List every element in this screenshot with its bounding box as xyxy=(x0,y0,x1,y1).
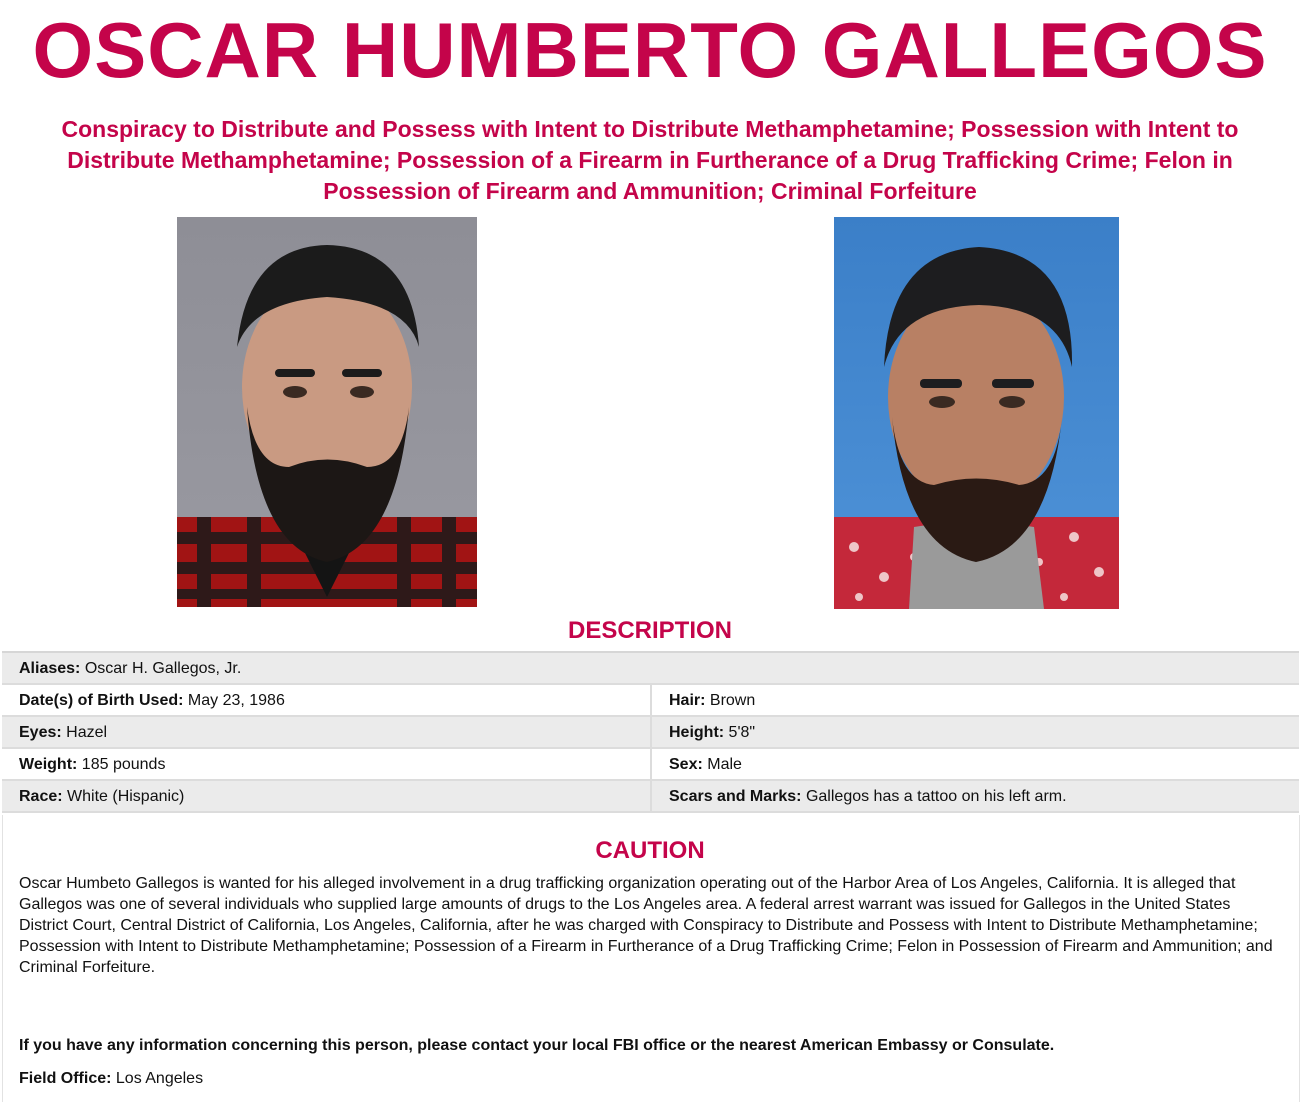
hair-label: Hair: xyxy=(669,692,706,709)
description-heading: DESCRIPTION xyxy=(567,617,732,644)
table-row xyxy=(2,781,1299,813)
sex-label: Sex: xyxy=(669,756,703,773)
field-office xyxy=(19,1069,203,1089)
hair-cell xyxy=(652,685,1299,715)
field-office-label: Field Office: xyxy=(19,1070,112,1087)
height-cell xyxy=(652,717,1299,747)
dob-value: May 23, 1986 xyxy=(183,692,285,709)
suspect-photo-right xyxy=(834,217,1119,609)
scars-value: Gallegos has a tattoo on his left arm. xyxy=(801,788,1067,805)
sex-cell xyxy=(652,749,1299,779)
table-row xyxy=(2,653,1299,685)
hair-value: Brown xyxy=(705,692,756,709)
field-office-value: Los Angeles xyxy=(111,1070,204,1087)
charges-subtitle: Conspiracy to Distribute and Possess with Intent to Distribute Methamphetamine; Possession with Intent to Distribute Methamphetamine; Possession of a Firearm in Furtherance of a Drug Trafficking Crime; Felon in Possession of Firearm and Ammunition; Criminal Forfeiture xyxy=(61,116,1239,204)
eyes-cell xyxy=(2,717,652,747)
caution-text: Oscar Humbeto Gallegos is wanted for his alleged involvement in a drug trafficking organization operating out of the Harbor Area of Los Angeles, California. It is alleged that Gallegos was one of several individuals who supplied large amounts of drugs to the Los Angeles area. A federal arrest warrant was issued for Gallegos in the United States District Court, Central District of California, Los Angeles, California, after he was charged with Conspiracy to Distribute and Possess with Intent to Distribute Methamphetamine; Possession with Intent to Distribute Methamphetamine; Possession of a Firearm in Furtherance of a Drug Trafficking Crime; Felon in Possession of Firearm and Ammunition; and Criminal Forfeiture. xyxy=(19,875,1273,976)
aliases-label: Aliases: xyxy=(19,660,81,677)
height-label: Height: xyxy=(669,724,725,741)
race-label: Race: xyxy=(19,788,63,805)
caution-heading: CAUTION xyxy=(595,837,705,864)
race-value: White (Hispanic) xyxy=(62,788,185,805)
contact-notice: If you have any information concerning this person, please contact your local FBI office or the nearest American Embassy or Consulate. xyxy=(19,1037,1055,1054)
suspect-photo-left xyxy=(177,217,477,607)
table-row xyxy=(2,749,1299,781)
poster-title: OSCAR HUMBERTO GALLEGOS xyxy=(32,6,1268,94)
aliases-value: Oscar H. Gallegos, Jr. xyxy=(80,660,242,677)
race-cell xyxy=(2,781,652,811)
eyes-value: Hazel xyxy=(61,724,108,741)
table-row xyxy=(2,685,1299,717)
scars-cell xyxy=(652,781,1299,811)
dob-cell xyxy=(2,685,652,715)
weight-label: Weight: xyxy=(19,756,78,773)
weight-value: 185 pounds xyxy=(77,756,166,773)
scars-label: Scars and Marks: xyxy=(669,788,802,805)
eyes-label: Eyes: xyxy=(19,724,62,741)
weight-cell xyxy=(2,749,652,779)
description-table xyxy=(2,651,1299,813)
aliases-cell xyxy=(2,653,1299,683)
height-value: 5'8" xyxy=(724,724,756,741)
table-row xyxy=(2,717,1299,749)
sex-value: Male xyxy=(702,756,742,773)
dob-label: Date(s) of Birth Used: xyxy=(19,692,184,709)
